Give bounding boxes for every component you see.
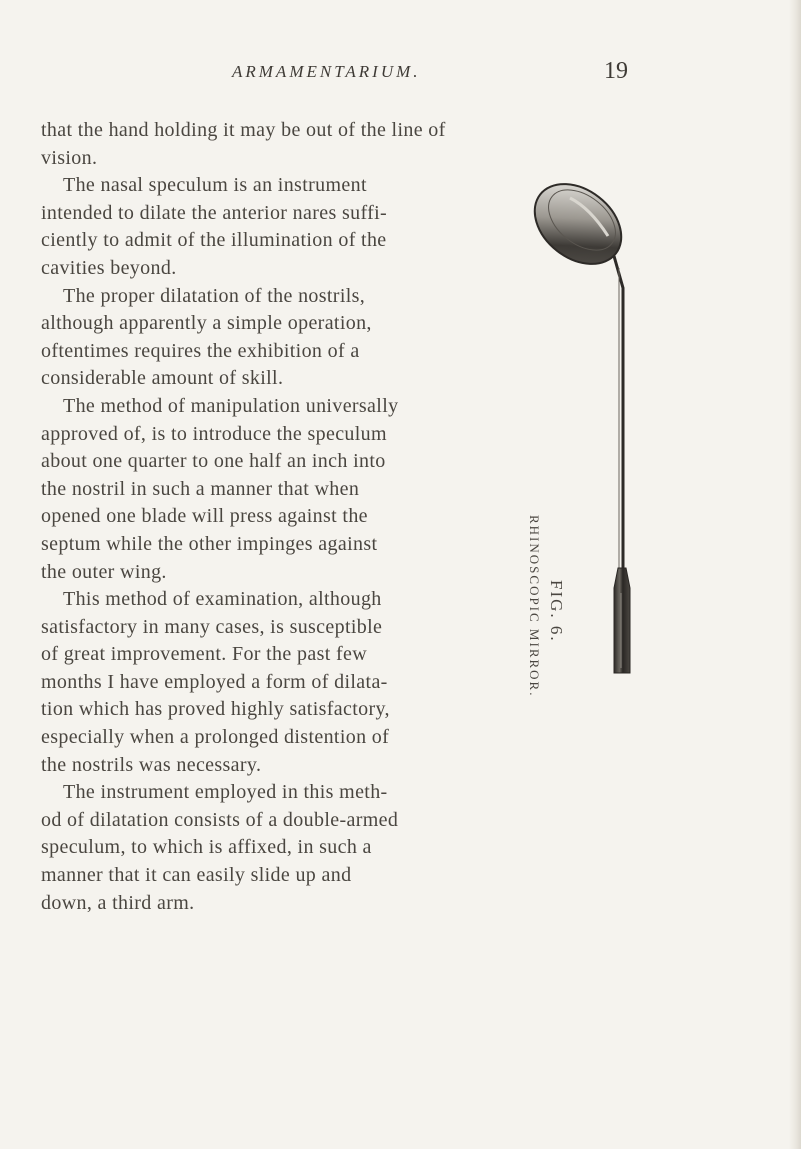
text-line: the nostril in such a manner that when	[41, 477, 360, 500]
running-head: ARMAMENTARIUM.	[232, 62, 421, 81]
paragraph-1	[41, 117, 641, 172]
text-line: of great improvement. For the past few	[41, 643, 367, 666]
text-line: months I have employed a form of dilata-	[41, 670, 388, 693]
text-line: intended to dilate the anterior nares suffi-	[41, 201, 388, 224]
text-line: approved of, is to introduce the speculum	[41, 422, 387, 445]
text-line: manner that it can easily slide up and	[41, 864, 352, 887]
text-line: This method of examination, although	[63, 588, 382, 611]
text-line: The instrument employed in this meth-	[63, 781, 388, 804]
text-line: especially when a prolonged distention of	[41, 726, 390, 749]
text-line: the nostrils was necessary.	[41, 753, 262, 776]
text-line: The method of manipulation universally	[63, 394, 399, 417]
text-line: tion which has proved highly satisfactory,	[41, 698, 390, 721]
text-line: od of dilatation consists of a double-armed	[41, 808, 399, 831]
text-line: opened one blade will press against the	[41, 505, 368, 528]
paragraph-6	[41, 779, 641, 917]
mirror-handle	[614, 568, 630, 673]
text-line: The proper dilatation of the nostrils,	[63, 284, 366, 307]
page-number: 19	[604, 58, 628, 84]
text-line: about one quarter to one half an inch into	[41, 450, 386, 473]
text-line: septum while the other impinges against	[41, 532, 378, 555]
text-line: speculum, to which is affixed, in such a	[41, 836, 372, 859]
text-line: satisfactory in many cases, is susceptible	[41, 615, 383, 638]
text-line: down, a third arm.	[41, 891, 195, 914]
mirror-head	[520, 168, 637, 280]
text-line: oftentimes requires the exhibition of a	[41, 339, 360, 362]
text-line: ciently to admit of the illumination of the	[41, 229, 387, 252]
text-line: although apparently a simple operation,	[41, 312, 372, 335]
text-line: that the hand holding it may be out of the line of	[41, 119, 446, 141]
figure-label: FIG. 6.	[547, 580, 566, 643]
figure-caption: RHINOSCOPIC MIRROR.	[527, 515, 542, 698]
text-line: The nasal speculum is an instrument	[63, 174, 367, 197]
mirror-stem	[614, 256, 623, 568]
text-line: the outer wing.	[41, 560, 167, 583]
text-line: considerable amount of skill.	[41, 367, 284, 390]
text-line: cavities beyond.	[41, 256, 177, 279]
text-line: vision.	[41, 146, 98, 169]
page-edge	[789, 0, 801, 1149]
